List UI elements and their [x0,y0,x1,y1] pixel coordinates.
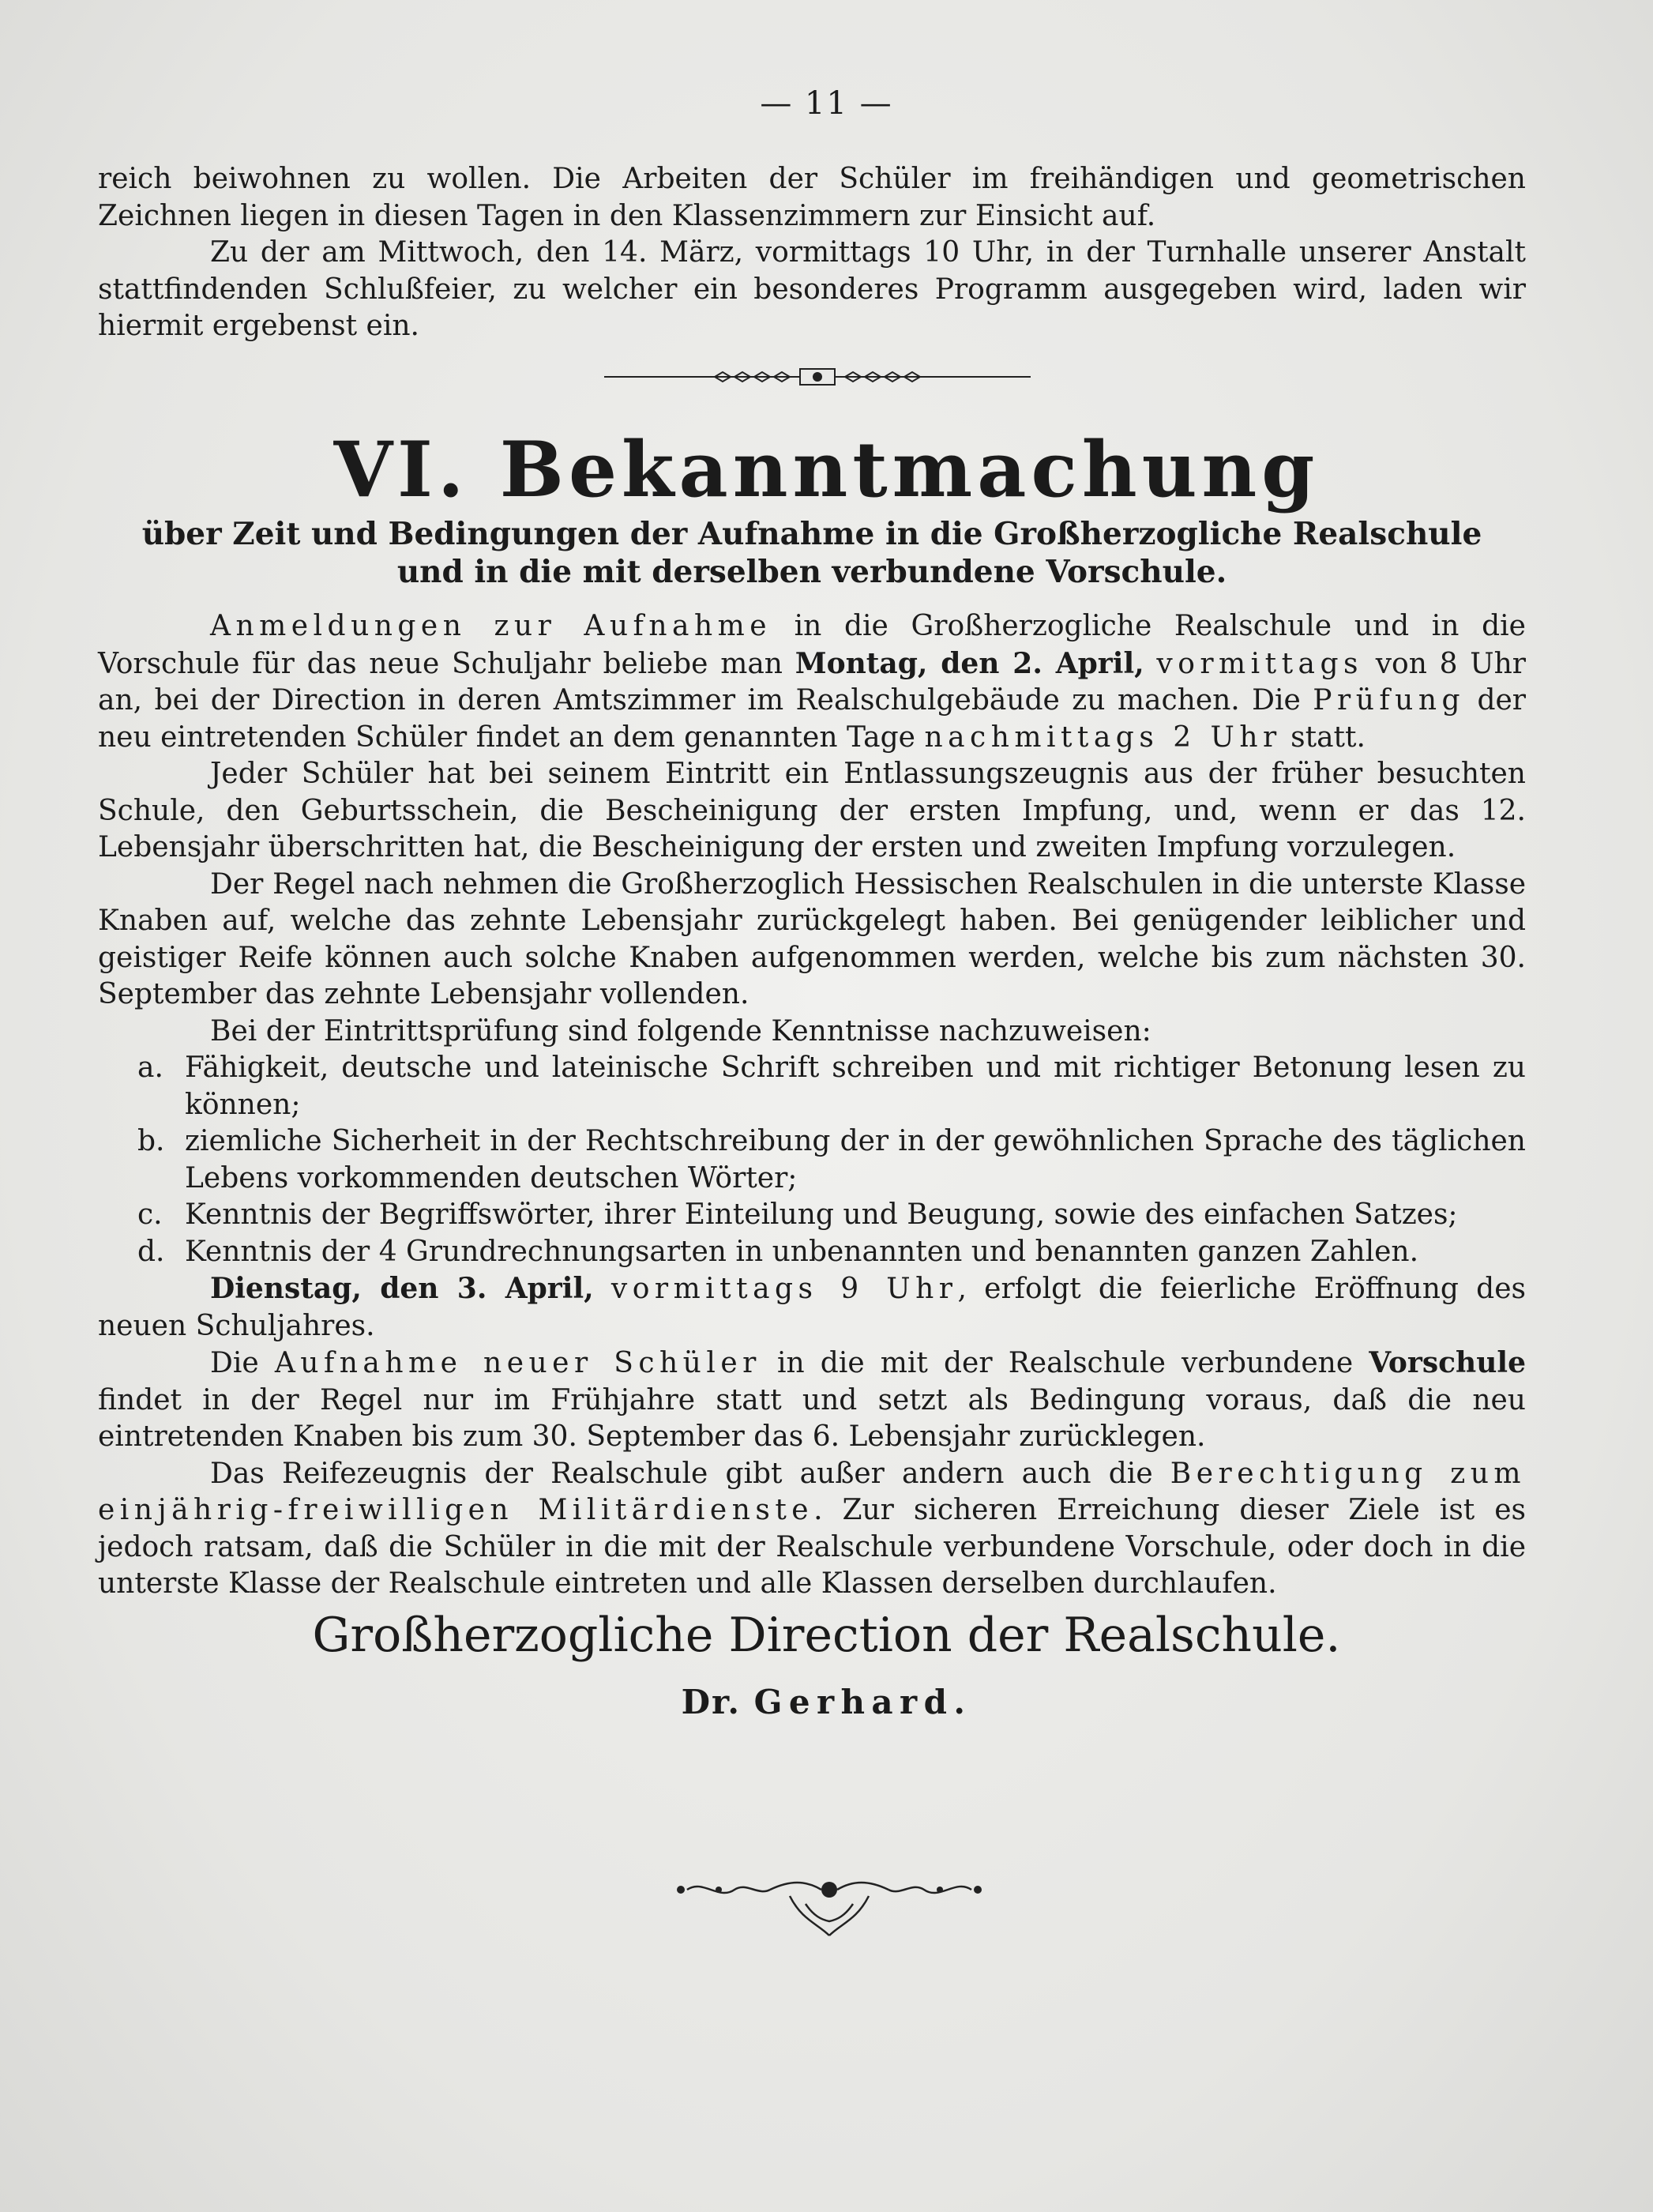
paragraph-opening [98,1270,1526,1345]
section-title: VI. Bekanntmachung [333,425,1320,514]
page-number: — 11 — [760,85,893,122]
text-run: statt. [1281,720,1366,754]
list-item [137,1197,1526,1234]
text-run: in die Großherzogliche Realschule und in die Vorschule für das neue Schuljahr beliebe man [98,610,1526,680]
registration-time: vormittags [1156,647,1363,680]
list-marker: d. [137,1235,165,1268]
intro-paragraph-2: Zu der am Mittwoch, den 14. März, vormittags 10 Uhr, in der Turnhalle unserer Anstalt stattfindenden Schlußfeier, zu welcher ein besonderes Programm ausgegeben wird, laden wir hiermit ergebenst ein. [98,236,1526,342]
paragraph-exam-intro: Bei der Eintrittsprüfung sind folgende Kenntnisse nachzuweisen: [210,1014,1151,1048]
paragraph-registration [98,608,1526,756]
text-run [1144,648,1157,680]
signature-surname: Gerhard. [753,1683,972,1721]
subtitle-line-2: und in die mit derselben verbundene Vorschule. [396,554,1227,590]
registration-heading: Anmeldungen zur Aufnahme [210,610,772,642]
main-text [98,608,1526,1603]
list-marker: a. [137,1051,163,1084]
exam-time: nachmittags 2 Uhr [924,720,1282,754]
text-run: in die mit der Realschule verbundene [761,1347,1369,1379]
text-run [594,1273,611,1305]
paragraph-documents: Jeder Schüler hat bei seinem Eintritt ein Entlassungszeugnis aus der früher besuchten Schule, den Geburtsschein, die Bescheinigung der ersten Impfung, und, wenn er das 12. Lebensjahr überschritten hat, die Bescheinigung der ersten und zweiten Impfung vorzulegen. [98,758,1526,863]
military-entitlement: Berechtigung zum einjährig-freiwilligen Militärdienste [98,1457,1526,1526]
opening-time: vormittags 9 Uhr [610,1273,958,1305]
preschool-label: Vorschule [1369,1346,1526,1379]
subtitle-line-1: über Zeit und Bedingungen der Aufnahme in die Großherzogliche Realschule [141,516,1482,552]
text-run: , erfolgt die feierliche Eröffnung des neuen Schuljahres. [98,1273,1526,1342]
list-item [137,1123,1526,1197]
list-text: Kenntnis der Begriffswörter, ihrer Einteilung und Beugung, sowie des einfachen Satzes; [185,1198,1458,1231]
list-text: ziemliche Sicherheit in der Rechtschreibung der in der gewöhnlichen Sprache des täglichen Lebens vorkommenden deutschen Wörter; [185,1125,1526,1194]
paragraph-preschool [98,1345,1526,1456]
closing-ornament-icon [671,1872,987,1943]
registration-date: Montag, den 2. April, [795,646,1144,680]
opening-date: Dienstag, den 3. April, [210,1272,594,1305]
section-subtitle [98,515,1526,591]
text-run: findet in der Regel nur im Frühjahre statt und setzt als Bedingung voraus, daß die neu eintretenden Knaben bis zum 30. September das 6. Lebensjahr zurücklegen. [98,1383,1526,1453]
list-marker: b. [137,1125,165,1157]
list-item [137,1234,1526,1271]
text-run: . Zur sicheren Erreichung dieser Ziele ist es jedoch ratsam, daß die Schüler in die mit der Realschule verbundene Vorschule, oder doch in die unterste Klasse der Realschule eintreten und alle Klassen derselben durchlaufen. [98,1494,1526,1600]
text-run: Die [210,1347,275,1379]
list-item [137,1050,1526,1123]
new-students-label: Aufnahme neuer Schüler [274,1347,761,1379]
signature-name [0,1683,1653,1721]
list-text: Fähigkeit, deutsche und lateinische Schrift schreiben und mit richtiger Betonung lesen zu können; [185,1051,1526,1121]
intro-text [98,161,1526,345]
list-text: Kenntnis der 4 Grundrechnungsarten in unbenannten und benannten ganzen Zahlen. [185,1235,1419,1268]
exam-label: Prüfung [1313,684,1466,717]
intro-paragraph-1: reich beiwohnen zu wollen. Die Arbeiten der Schüler im freihändigen und geometrischen Zeichnen liegen in diesen Tagen in den Klassenzimmern zur Einsicht auf. [98,163,1526,232]
text-run: der neu eintretenden Schüler findet an dem genannten Tage [98,684,1527,754]
text-run: von 8 Uhr an, bei der Direction in deren Amtszimmer im Realschulgebäude zu machen. Die [98,647,1526,717]
text-run: Das Reifezeugnis der Realschule gibt außer andern auch die [210,1457,1170,1490]
signature-title: Dr. [681,1683,741,1721]
paragraph-certificate [98,1456,1526,1603]
divider-ornament [604,365,1031,389]
list-marker: c. [137,1198,163,1231]
signature-institution: Großherzogliche Direction der Realschule. [312,1608,1341,1663]
paragraph-age-rule: Der Regel nach nehmen die Großherzoglich Hessischen Realschulen in die unterste Klasse Knaben auf, welche das zehnte Lebensjahr zurückgelegt haben. Bei genügender leiblicher und geistiger Reife können auch solche Knaben aufgenommen werden, welche bis zum nächsten 30. September das zehnte Lebensjahr vollenden. [98,867,1526,1010]
